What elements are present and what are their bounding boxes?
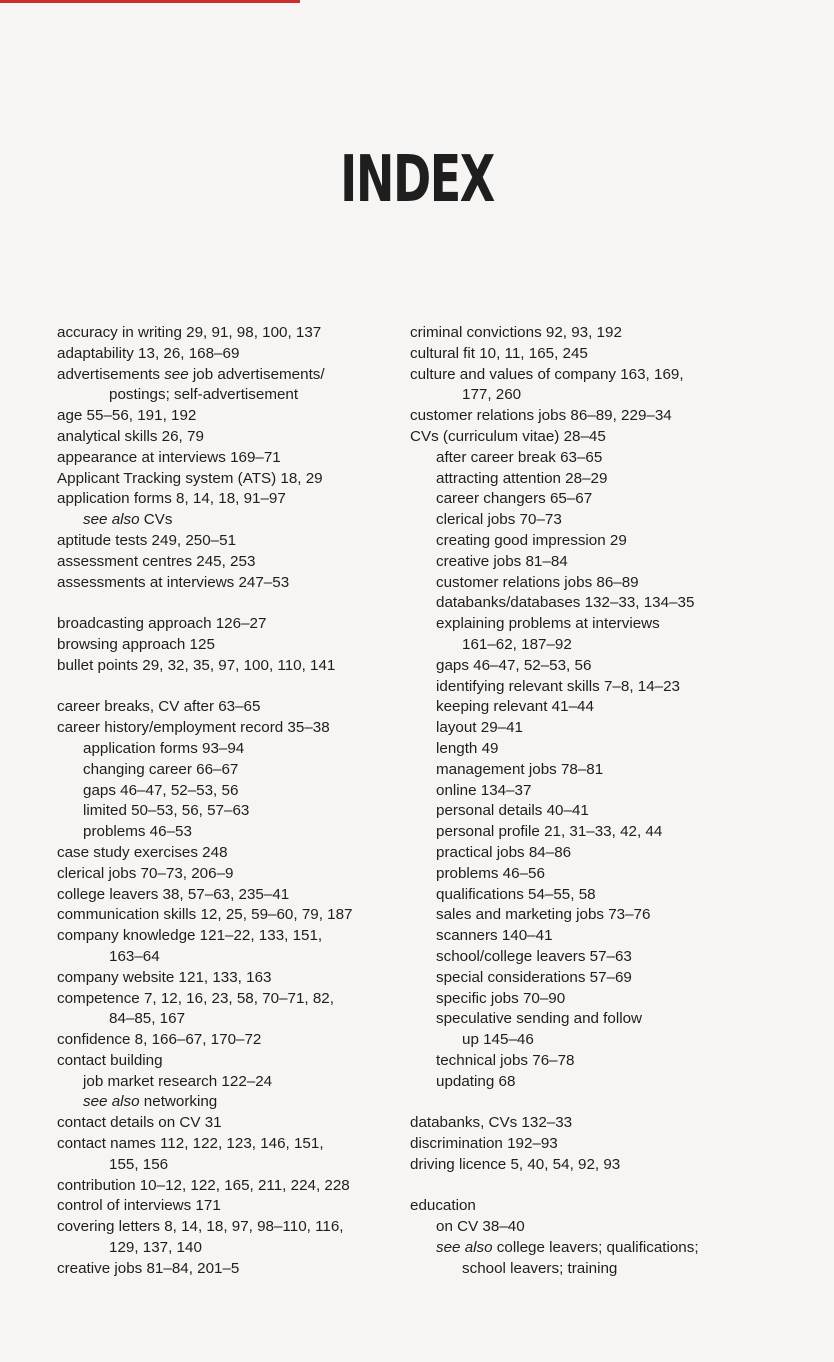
entry-text: sales and marketing jobs 73–76: [436, 906, 651, 924]
entry-text: keeping relevant 41–44: [436, 698, 594, 716]
entry-text: school/college leavers 57–63: [436, 947, 632, 965]
entry-text: driving licence 5, 40, 54, 92, 93: [410, 1155, 621, 1173]
index-subentry: [410, 947, 740, 968]
entry-text: length 49: [436, 739, 499, 757]
index-entry: [410, 1113, 740, 1134]
index-entry: [57, 1259, 387, 1280]
index-entry: [410, 1155, 740, 1176]
index-subentry: [410, 801, 740, 822]
index-subentry: [410, 885, 740, 906]
entry-text: clerical jobs 70–73, 206–9: [57, 864, 234, 882]
index-subentry: [410, 531, 740, 552]
index-subentry: [57, 739, 387, 760]
entry-text: age 55–56, 191, 192: [57, 407, 197, 425]
index-entry: [410, 323, 740, 344]
entry-text: up 145–46: [462, 1031, 534, 1049]
index-entry: [57, 926, 387, 947]
entry-text: assessments at interviews 247–53: [57, 573, 290, 591]
index-subentry: [410, 448, 740, 469]
entry-text: application forms 8, 14, 18, 91–97: [57, 490, 286, 508]
index-subentry: [410, 760, 740, 781]
entry-text: confidence 8, 166–67, 170–72: [57, 1031, 262, 1049]
entry-text: competence 7, 12, 16, 23, 58, 70–71, 82,: [57, 989, 334, 1007]
entry-text: school leavers; training: [462, 1259, 618, 1277]
index-entry: [57, 406, 387, 427]
index-subentry: [410, 510, 740, 531]
index-subentry: [410, 469, 740, 490]
entry-text: problems 46–56: [436, 864, 545, 882]
entry-text: identifying relevant skills 7–8, 14–23: [436, 677, 680, 695]
entry-text: contact details on CV 31: [57, 1114, 222, 1132]
index-entry: [57, 573, 387, 594]
entry-text: management jobs 78–81: [436, 760, 604, 778]
index-entry: [57, 1176, 387, 1197]
index-entry: [57, 489, 387, 510]
entry-text: databanks/databases 132–33, 134–35: [436, 594, 695, 612]
entry-text: layout 29–41: [436, 719, 523, 737]
index-continuation: [57, 385, 387, 406]
index-subentry: [410, 573, 740, 594]
entry-text: scanners 140–41: [436, 927, 553, 945]
entry-text: cultural fit 10, 11, 165, 245: [410, 344, 588, 362]
index-subentry: [410, 1238, 740, 1259]
entry-text: assessment centres 245, 253: [57, 552, 256, 570]
index-subentry: [57, 1092, 387, 1113]
index-subentry: [410, 739, 740, 760]
entry-text: CVs (curriculum vitae) 28–45: [410, 427, 606, 445]
entry-text: on CV 38–40: [436, 1218, 525, 1236]
entry-text: application forms 93–94: [83, 739, 245, 757]
entry-text: postings; self-advertisement: [109, 386, 299, 404]
index-entry: [57, 1217, 387, 1238]
index-subentry: [410, 989, 740, 1010]
entry-text: updating 68: [436, 1072, 516, 1090]
cross-reference-label: see also: [436, 1239, 493, 1257]
index-gap: [410, 1092, 740, 1113]
entry-text: 129, 137, 140: [109, 1239, 202, 1257]
index-entry: [57, 656, 387, 677]
entry-text: job market research 122–24: [83, 1072, 273, 1090]
entry-text: databanks, CVs 132–33: [410, 1114, 573, 1132]
index-entry: [57, 989, 387, 1010]
entry-text: criminal convictions 92, 93, 192: [410, 324, 622, 341]
entry-text: discrimination 192–93: [410, 1135, 558, 1153]
index-subentry: [410, 718, 740, 739]
entry-text: personal profile 21, 31–33, 42, 44: [436, 823, 663, 841]
entry-text: analytical skills 26, 79: [57, 427, 204, 445]
entry-text: aptitude tests 249, 250–51: [57, 531, 237, 549]
cross-reference-target: networking: [139, 1093, 218, 1111]
entry-text: 163–64: [109, 947, 160, 965]
entry-text: creative jobs 81–84: [436, 552, 568, 570]
index-entry: [57, 448, 387, 469]
index-continuation: [410, 385, 740, 406]
index-entry: [410, 406, 740, 427]
cross-reference-label: see: [164, 365, 189, 383]
entry-text: specific jobs 70–90: [436, 989, 566, 1007]
index-entry: [57, 1051, 387, 1072]
entry-text: online 134–37: [436, 781, 532, 799]
entry-text: problems 46–53: [83, 823, 192, 841]
entry-text: communication skills 12, 25, 59–60, 79, 187: [57, 906, 353, 924]
cross-reference-target: college leavers; qualifications;: [492, 1239, 699, 1257]
index-subentry: [57, 760, 387, 781]
index-subentry: [410, 656, 740, 677]
index-subentry: [410, 905, 740, 926]
index-entry: [57, 323, 387, 344]
entry-text: bullet points 29, 32, 35, 97, 100, 110, 141: [57, 656, 336, 674]
index-subentry: [57, 822, 387, 843]
index-subentry: [410, 822, 740, 843]
entry-text: practical jobs 84–86: [436, 843, 572, 861]
index-column-left: [57, 323, 387, 1280]
index-subentry: [410, 697, 740, 718]
index-continuation: [57, 947, 387, 968]
index-continuation: [410, 635, 740, 656]
cross-reference-target: CVs: [139, 511, 173, 529]
index-subentry: [57, 1072, 387, 1093]
index-entry: [410, 365, 740, 386]
index-entry: [57, 968, 387, 989]
entry-text: special considerations 57–69: [436, 968, 632, 986]
index-entry: [57, 905, 387, 926]
entry-text: explaining problems at interviews: [436, 615, 660, 633]
index-continuation: [410, 1030, 740, 1051]
index-subentry: [410, 677, 740, 698]
entry-text: education: [410, 1197, 476, 1215]
entry-text: company website 121, 133, 163: [57, 968, 272, 986]
entry-text: after career break 63–65: [436, 448, 603, 466]
cross-reference-label: see also: [83, 1093, 140, 1111]
index-entry: [57, 885, 387, 906]
entry-text: covering letters 8, 14, 18, 97, 98–110, 116,: [57, 1218, 344, 1236]
entry-text: customer relations jobs 86–89: [436, 573, 639, 591]
index-entry: [57, 1030, 387, 1051]
entry-text: career history/employment record 35–38: [57, 719, 330, 737]
entry-text: advertisements: [57, 365, 165, 383]
index-entry: [410, 1134, 740, 1155]
cross-reference-label: see also: [83, 511, 140, 529]
entry-text: gaps 46–47, 52–53, 56: [436, 656, 592, 674]
top-edge-mark: [0, 0, 300, 3]
index-subentry: [57, 781, 387, 802]
index-subentry: [410, 489, 740, 510]
index-entry: [57, 614, 387, 635]
entry-text: browsing approach 125: [57, 635, 215, 653]
index-subentry: [410, 864, 740, 885]
index-subentry: [57, 510, 387, 531]
index-subentry: [410, 843, 740, 864]
entry-text: appearance at interviews 169–71: [57, 448, 281, 466]
entry-text: clerical jobs 70–73: [436, 511, 562, 529]
index-entry: [57, 365, 387, 386]
entry-text: speculative sending and follow: [436, 1010, 643, 1028]
index-entry: [57, 635, 387, 656]
index-entry: [57, 552, 387, 573]
index-subentry: [410, 1217, 740, 1238]
index-entry: [57, 1196, 387, 1217]
index-entry: [57, 427, 387, 448]
index-continuation: [57, 1155, 387, 1176]
page-title: INDEX: [340, 143, 494, 217]
index-subentry: [410, 1009, 740, 1030]
entry-text: contribution 10–12, 122, 165, 211, 224, 228: [57, 1176, 350, 1194]
entry-text: 177, 260: [462, 386, 522, 404]
index-subentry: [410, 926, 740, 947]
entry-text: career changers 65–67: [436, 490, 593, 508]
entry-text: gaps 46–47, 52–53, 56: [83, 781, 239, 799]
index-subentry: [410, 614, 740, 635]
entry-text: limited 50–53, 56, 57–63: [83, 802, 250, 820]
index-entry: [57, 1113, 387, 1134]
index-column-right: [410, 323, 740, 1280]
entry-text: technical jobs 76–78: [436, 1051, 575, 1069]
index-subentry: [410, 593, 740, 614]
index-gap: [57, 593, 387, 614]
entry-text: 161–62, 187–92: [462, 635, 572, 653]
entry-text: contact building: [57, 1051, 163, 1069]
entry-text: career breaks, CV after 63–65: [57, 698, 261, 716]
entry-text: broadcasting approach 126–27: [57, 615, 267, 633]
index-continuation: [410, 1259, 740, 1280]
entry-text: college leavers 38, 57–63, 235–41: [57, 885, 290, 903]
entry-text: contact names 112, 122, 123, 146, 151,: [57, 1135, 324, 1153]
entry-text: culture and values of company 163, 169,: [410, 365, 684, 383]
entry-text: creative jobs 81–84, 201–5: [57, 1259, 240, 1277]
index-gap: [57, 677, 387, 698]
index-entry: [57, 344, 387, 365]
entry-text: customer relations jobs 86–89, 229–34: [410, 407, 672, 425]
index-subentry: [410, 552, 740, 573]
cross-reference-target: job advertisements/: [188, 365, 325, 383]
index-entry: [410, 344, 740, 365]
index-entry: [57, 697, 387, 718]
index-gap: [410, 1176, 740, 1197]
entry-text: 155, 156: [109, 1155, 169, 1173]
entry-text: creating good impression 29: [436, 531, 627, 549]
index-entry: [57, 531, 387, 552]
index-subentry: [57, 801, 387, 822]
index-entry: [57, 1134, 387, 1155]
entry-text: qualifications 54–55, 58: [436, 885, 596, 903]
entry-text: attracting attention 28–29: [436, 469, 608, 487]
index-subentry: [410, 781, 740, 802]
index-entry: [57, 718, 387, 739]
entry-text: accuracy in writing 29, 91, 98, 100, 137: [57, 324, 322, 341]
entry-text: personal details 40–41: [436, 802, 589, 820]
index-entry: [57, 864, 387, 885]
entry-text: control of interviews 171: [57, 1197, 221, 1215]
entry-text: adaptability 13, 26, 168–69: [57, 344, 240, 362]
entry-text: 84–85, 167: [109, 1010, 186, 1028]
index-continuation: [57, 1238, 387, 1259]
index-subentry: [410, 1051, 740, 1072]
index-subentry: [410, 1072, 740, 1093]
index-subentry: [410, 968, 740, 989]
index-entry: [410, 427, 740, 448]
index-entry: [57, 843, 387, 864]
entry-text: company knowledge 121–22, 133, 151,: [57, 927, 323, 945]
entry-text: changing career 66–67: [83, 760, 239, 778]
index-continuation: [57, 1009, 387, 1030]
index-entry: [410, 1196, 740, 1217]
entry-text: case study exercises 248: [57, 843, 228, 861]
entry-text: Applicant Tracking system (ATS) 18, 29: [57, 469, 323, 487]
index-entry: [57, 469, 387, 490]
